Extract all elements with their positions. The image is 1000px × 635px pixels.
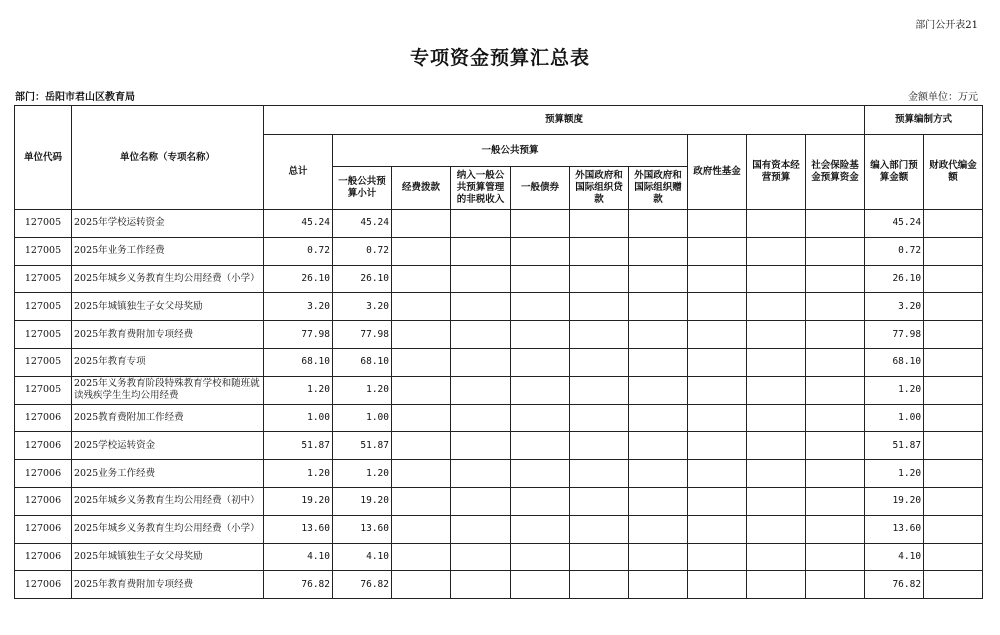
row-state-capital [747,265,806,293]
row-foreign-grant [629,237,688,265]
row-funding [392,460,451,488]
col-gov-fund: 政府性基金 [688,135,747,210]
row-foreign-loan [570,348,629,376]
row-dept-budget: 76.82 [865,571,924,599]
row-gov-fund [688,321,747,349]
row-project-name: 2025年城镇独生子女父母奖励 [72,543,264,571]
row-state-capital [747,321,806,349]
row-total: 68.10 [264,348,333,376]
row-dept-budget: 4.10 [865,543,924,571]
row-foreign-grant [629,404,688,432]
row-social-insurance [806,210,865,238]
row-general-bond [511,515,570,543]
row-unit-code: 127006 [15,404,72,432]
row-social-insurance [806,321,865,349]
row-nontax [451,321,511,349]
col-general-public-budget: 一般公共预算 [333,135,688,167]
row-foreign-loan [570,265,629,293]
row-finance-agency [924,543,983,571]
row-funding [392,404,451,432]
row-funding [392,432,451,460]
row-funding [392,293,451,321]
row-finance-agency [924,432,983,460]
row-nontax [451,571,511,599]
row-project-name: 2025教育费附加工作经费 [72,404,264,432]
row-finance-agency [924,571,983,599]
row-foreign-loan [570,432,629,460]
row-unit-code: 127006 [15,432,72,460]
row-foreign-loan [570,460,629,488]
row-state-capital [747,571,806,599]
row-foreign-grant [629,571,688,599]
row-foreign-grant [629,432,688,460]
col-state-capital: 国有资本经营预算 [747,135,806,210]
row-nontax [451,460,511,488]
table-row [15,348,983,376]
row-total: 76.82 [264,571,333,599]
row-funding [392,348,451,376]
department-label: 部门：岳阳市君山区教育局 [15,92,135,103]
row-foreign-grant [629,210,688,238]
row-project-name: 2025年业务工作经费 [72,237,264,265]
col-nontax: 纳入一般公共预算管理的非税收入 [451,167,511,210]
row-total: 0.72 [264,237,333,265]
row-state-capital [747,237,806,265]
row-project-name: 2025年教育专项 [72,348,264,376]
row-nontax [451,237,511,265]
row-dept-budget: 1.20 [865,376,924,404]
row-project-name: 2025年城乡义务教育生均公用经费（小学） [72,265,264,293]
row-funding [392,210,451,238]
row-gov-fund [688,460,747,488]
row-general-bond [511,237,570,265]
row-foreign-loan [570,515,629,543]
row-nontax [451,543,511,571]
row-unit-code: 127006 [15,487,72,515]
row-gp-subtotal: 19.20 [333,487,392,515]
row-social-insurance [806,515,865,543]
row-gp-subtotal: 0.72 [333,237,392,265]
row-gov-fund [688,293,747,321]
row-gp-subtotal: 76.82 [333,571,392,599]
table-row [15,237,983,265]
row-gp-subtotal: 1.00 [333,404,392,432]
row-funding [392,376,451,404]
row-project-name: 2025年教育费附加专项经费 [72,321,264,349]
col-finance-agency: 财政代编金额 [924,135,983,210]
row-total: 1.00 [264,404,333,432]
row-gov-fund [688,487,747,515]
row-funding [392,237,451,265]
table-row [15,460,983,488]
row-state-capital [747,460,806,488]
row-dept-budget: 0.72 [865,237,924,265]
row-dept-budget: 19.20 [865,487,924,515]
row-gov-fund [688,515,747,543]
row-gp-subtotal: 51.87 [333,432,392,460]
row-total: 3.20 [264,293,333,321]
row-unit-code: 127005 [15,348,72,376]
row-finance-agency [924,460,983,488]
row-project-name: 2025年义务教育阶段特殊教育学校和随班就读残疾学生生均公用经费 [72,376,264,404]
row-gp-subtotal: 4.10 [333,543,392,571]
page-title: 专项资金预算汇总表 [409,47,590,69]
row-foreign-grant [629,348,688,376]
table-row [15,376,983,404]
row-finance-agency [924,321,983,349]
row-nontax [451,432,511,460]
row-total: 45.24 [264,210,333,238]
row-dept-budget: 77.98 [865,321,924,349]
row-project-name: 2025年教育费附加专项经费 [72,571,264,599]
col-funding: 经费拨款 [392,167,451,210]
row-state-capital [747,376,806,404]
row-social-insurance [806,460,865,488]
row-total: 26.10 [264,265,333,293]
col-unit-code: 单位代码 [15,106,72,210]
row-social-insurance [806,376,865,404]
row-total: 51.87 [264,432,333,460]
col-social-insurance: 社会保险基金预算资金 [806,135,865,210]
table-row [15,543,983,571]
table-row [15,321,983,349]
row-total: 19.20 [264,487,333,515]
row-gp-subtotal: 13.60 [333,515,392,543]
row-social-insurance [806,348,865,376]
row-foreign-grant [629,515,688,543]
col-total: 总计 [264,135,333,210]
row-social-insurance [806,543,865,571]
row-finance-agency [924,265,983,293]
row-funding [392,543,451,571]
col-foreign-grant: 外国政府和国际组织赠款 [629,167,688,210]
col-dept-budget: 编入部门预算金额 [865,135,924,210]
row-general-bond [511,571,570,599]
row-unit-code: 127005 [15,210,72,238]
row-state-capital [747,543,806,571]
row-unit-code: 127006 [15,571,72,599]
row-dept-budget: 68.10 [865,348,924,376]
row-dept-budget: 51.87 [865,432,924,460]
row-gov-fund [688,265,747,293]
row-finance-agency [924,293,983,321]
row-nontax [451,293,511,321]
row-nontax [451,404,511,432]
row-unit-code: 127006 [15,515,72,543]
row-nontax [451,348,511,376]
row-foreign-grant [629,460,688,488]
table-row [15,515,983,543]
row-project-name: 2025学校运转资金 [72,432,264,460]
row-state-capital [747,515,806,543]
row-nontax [451,515,511,543]
row-dept-budget: 3.20 [865,293,924,321]
row-dept-budget: 26.10 [865,265,924,293]
table-row [15,404,983,432]
row-general-bond [511,210,570,238]
row-project-name: 2025年城乡义务教育生均公用经费（初中） [72,487,264,515]
col-gp-subtotal: 一般公共预算小计 [333,167,392,210]
row-total: 1.20 [264,376,333,404]
row-nontax [451,210,511,238]
row-finance-agency [924,487,983,515]
row-finance-agency [924,515,983,543]
col-budget-method: 预算编制方式 [865,106,983,135]
row-unit-code: 127005 [15,293,72,321]
row-dept-budget: 13.60 [865,515,924,543]
row-foreign-loan [570,571,629,599]
col-unit-name: 单位名称（专项名称） [72,106,264,210]
row-gp-subtotal: 26.10 [333,265,392,293]
row-social-insurance [806,487,865,515]
row-gp-subtotal: 1.20 [333,460,392,488]
row-gp-subtotal: 77.98 [333,321,392,349]
report-number-label: 部门公开表21 [915,20,978,31]
row-nontax [451,487,511,515]
row-general-bond [511,432,570,460]
budget-summary-table [14,105,983,599]
row-unit-code: 127006 [15,460,72,488]
col-budget-amount: 预算额度 [264,106,865,135]
row-social-insurance [806,571,865,599]
row-foreign-grant [629,293,688,321]
row-foreign-loan [570,210,629,238]
row-foreign-grant [629,265,688,293]
row-total: 1.20 [264,460,333,488]
row-general-bond [511,543,570,571]
row-state-capital [747,487,806,515]
row-foreign-loan [570,404,629,432]
row-project-name: 2025年学校运转资金 [72,210,264,238]
row-foreign-grant [629,376,688,404]
row-gov-fund [688,348,747,376]
row-dept-budget: 1.00 [865,404,924,432]
row-gp-subtotal: 68.10 [333,348,392,376]
row-general-bond [511,460,570,488]
row-total: 4.10 [264,543,333,571]
row-gov-fund [688,376,747,404]
table-row [15,432,983,460]
row-nontax [451,265,511,293]
row-unit-code: 127005 [15,321,72,349]
row-unit-code: 127005 [15,237,72,265]
row-gp-subtotal: 3.20 [333,293,392,321]
row-finance-agency [924,404,983,432]
row-general-bond [511,487,570,515]
row-unit-code: 127005 [15,376,72,404]
table-row [15,293,983,321]
row-foreign-grant [629,321,688,349]
row-gov-fund [688,237,747,265]
row-total: 77.98 [264,321,333,349]
row-foreign-loan [570,376,629,404]
row-gov-fund [688,210,747,238]
row-gov-fund [688,404,747,432]
row-general-bond [511,348,570,376]
row-state-capital [747,404,806,432]
row-project-name: 2025业务工作经费 [72,460,264,488]
table-row [15,487,983,515]
row-gov-fund [688,571,747,599]
row-state-capital [747,210,806,238]
row-social-insurance [806,432,865,460]
col-foreign-loan: 外国政府和国际组织贷款 [570,167,629,210]
row-general-bond [511,293,570,321]
row-foreign-grant [629,543,688,571]
col-general-bond: 一般债券 [511,167,570,210]
row-foreign-loan [570,321,629,349]
row-gp-subtotal: 45.24 [333,210,392,238]
row-total: 13.60 [264,515,333,543]
row-social-insurance [806,404,865,432]
row-foreign-loan [570,293,629,321]
row-general-bond [511,376,570,404]
row-finance-agency [924,348,983,376]
row-funding [392,515,451,543]
row-dept-budget: 45.24 [865,210,924,238]
row-foreign-grant [629,487,688,515]
row-social-insurance [806,293,865,321]
row-funding [392,487,451,515]
row-general-bond [511,321,570,349]
row-funding [392,321,451,349]
row-state-capital [747,293,806,321]
row-finance-agency [924,376,983,404]
row-nontax [451,376,511,404]
row-gov-fund [688,432,747,460]
row-foreign-loan [570,487,629,515]
row-gp-subtotal: 1.20 [333,376,392,404]
row-unit-code: 127005 [15,265,72,293]
row-social-insurance [806,237,865,265]
row-dept-budget: 1.20 [865,460,924,488]
amount-unit-label: 金额单位：万元 [908,92,978,103]
row-state-capital [747,348,806,376]
row-finance-agency [924,237,983,265]
row-foreign-loan [570,237,629,265]
row-social-insurance [806,265,865,293]
table-row [15,265,983,293]
row-project-name: 2025年城镇独生子女父母奖励 [72,293,264,321]
row-gov-fund [688,543,747,571]
row-unit-code: 127006 [15,543,72,571]
row-state-capital [747,432,806,460]
row-foreign-loan [570,543,629,571]
row-funding [392,571,451,599]
row-general-bond [511,404,570,432]
row-finance-agency [924,210,983,238]
table-row [15,210,983,238]
table-row [15,571,983,599]
row-project-name: 2025年城乡义务教育生均公用经费（小学） [72,515,264,543]
row-general-bond [511,265,570,293]
row-funding [392,265,451,293]
